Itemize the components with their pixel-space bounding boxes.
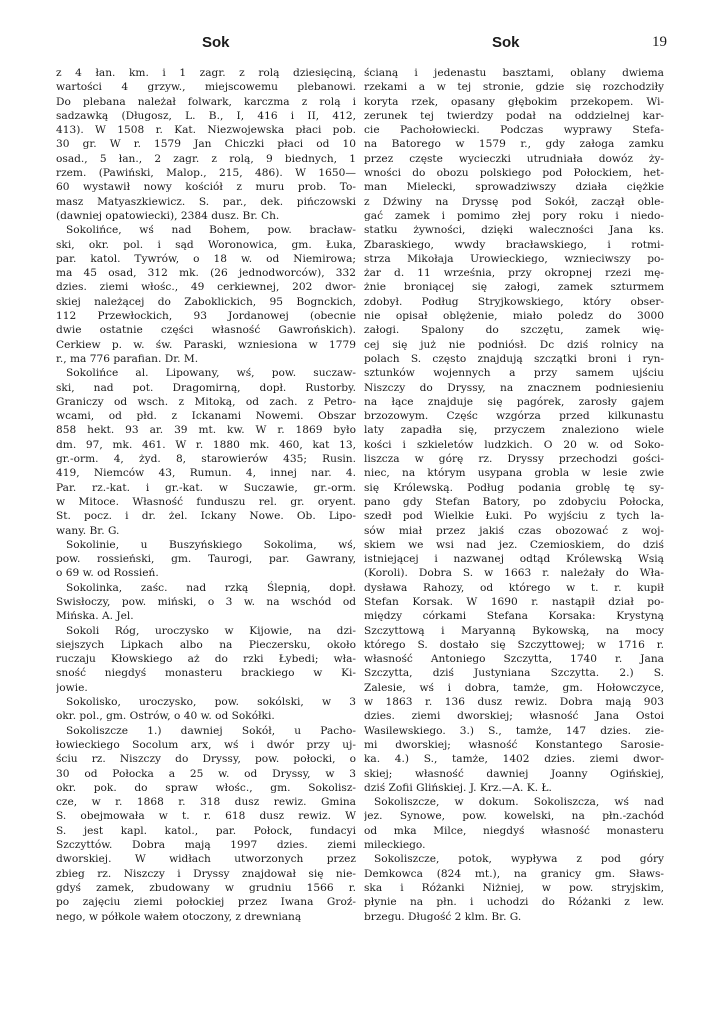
text-line: szedł pod Wielkie Łuki. Po wyjściu z tych la- [364,510,664,523]
text-line: przez częste wycieczki utrudniała dowóz ży- [364,152,664,165]
text-line: kości i szkieletów ludzkich. O 20 w. od Soko- [364,438,664,451]
text-line: brzegu. Długość 2 klm. Br. G. [364,910,522,923]
text-line: dzies. ziemi włośc., 49 cerkiewnej, 202 dwor- [56,281,356,294]
text-line: zerunek tej twierdzy podał na oddzielnej kar- [364,109,664,122]
text-line: Zbaraskiego, wwdy bracławskiego, i rotmi- [364,238,664,251]
text-line: cej się już nie podniósł. Dc dziś rolnicy na [364,338,664,351]
text-line: 419, Niemców 43, Rumun. 4, innej nar. 4. [56,467,356,480]
text-line: z 4 łan. km. i 1 zagr. z rolą dziesięciną, [56,67,356,79]
text-line: 30 gr. W r. 1579 Jan Chiczki płaci od 10 [56,138,356,151]
text-line: ska i Różanki Niżniej, w pow. stryjskim, [364,881,664,894]
text-line: liszcza w górę rz. Dryssy przechodzi gości- [364,453,664,466]
text-line: Sokoliszcze 1.) dawniej Sokół, u Pacho- [66,724,356,737]
text-line: po zajęciu ziemi połockiej przez Iwana Groź- [56,896,356,909]
text-line: dm. 97, mk. 461. W r. 1880 mk. 460, kat 13, [56,438,356,451]
text-line: się Królewską. Podług podania groblę tę sy- [364,481,664,494]
text-line: w Mitoce. Własność funduszu rel. gr. oryent. [56,495,356,508]
text-line: 413). W 1508 r. Kat. Niezwojewska płaci pob. [56,124,356,137]
text-line: zbieg rz. Niszczy i Dryssy znajdował się nie- [56,867,356,880]
text-line: Graniczy od wsch. z Mitoką, od zach. z Petro- [56,395,356,408]
text-line: wcami, od płd. z Ickanami Nowemi. Obszar [56,410,356,423]
text-line: Sokoliszcze, w dokum. Sokoliszcza, wś nad [374,796,664,809]
text-line: Sokolinka, zaśc. nad rzką Ślepnią, dopł. [66,581,356,594]
text-line: Sokolińce, wś nad Bohem, pow. bracław- [66,224,356,237]
text-line: gać zamek i pomimo złej pory roku i niedo- [364,209,664,222]
running-head-left: Sok [202,34,230,51]
text-line: Szczyttów. Dobra mają 1997 dzies. ziemi [56,839,356,852]
text-line: sadzawką (Długosz, L. B., I, 416 i II, 412, [56,109,356,122]
text-line: cze, w r. 1868 r. 318 dusz rewiz. Gmina [56,796,356,809]
text-line: Stefan Korsak. W 1690 r. nastąpił dział po- [364,595,664,608]
text-line: wartości 4 grzyw., miejscowemu plebanowi. [56,81,356,94]
text-line: mileckiego. [364,839,426,852]
text-line: S. jest kapl. katol., par. Połock, fundacyi [56,824,356,837]
text-line: żar d. 11 września, przy okropnej rzezi mę- [364,267,664,280]
text-line: sów miał przez jakiś czas obozować z woj- [364,524,664,537]
text-line: istniejącej i nazwanej odtąd Królewską Wsią [364,553,664,566]
text-line: Zalesie, wś i dobra, tamże, gm. Hołowczyce, [364,681,664,694]
text-line: własność Antoniego Szczytta, 1740 r. Jana [364,653,664,666]
text-line: pow. rossieński, gm. Taurogi, par. Gawrany, [56,553,356,566]
text-line: od mka Milce, niegdyś własność monasteru [364,824,664,837]
text-line: ściu rz. Niszczy do Dryssy, pow. połocki, o [56,753,356,766]
text-line: załogi. Spalony do szczętu, zamek wię- [364,324,664,337]
text-line: łowieckiego Socolum arx, wś i dwór przy uj- [56,738,356,751]
running-head-right: Sok [492,34,520,51]
text-line: rzekami a w tej stronie, gdzie się rozchodziły [364,81,664,94]
text-line: dziś Zofii Glińskiej. J. Krz.—A. K. Ł. [364,781,552,794]
text-line: płynie na płn. i uchodzi do Różanki z lew. [364,896,664,909]
text-line: ka. 4.) S., tamże, 1402 dzies. ziemi dwor- [364,753,664,766]
text-line: nego, w półkole wałem otoczony, z drewnianą [56,910,302,923]
text-line: masz Matyaszkiewicz. S. par., dek. pińczowski [56,195,356,208]
text-line: którego S. dostało się Szczyttowej; w 1716 r. [364,638,664,651]
text-line: sność niegdyś monasteru brackiego w Ki- [56,667,356,680]
text-line: żnie broniącej się załogi, zamek szturmem [364,281,664,294]
text-line: okr. pok. do spraw włośc., gm. Sokolisz- [56,781,356,794]
text-line: pano gdy Stefan Batory, po zdobyciu Połocka, [364,495,664,508]
text-line: statku żywności, dzięki waleczności Jana ks. [364,224,664,237]
text-line: ścianą i jedenastu basztami, oblany dwiema [364,67,664,79]
text-line: na łące znajduje się pagórek, zarosły gajem [364,395,664,408]
text-line: Sokolisko, uroczysko, pow. sokólski, w 3 [66,696,356,709]
text-line: dzies. ziemi dworskiej; własność Jana Ostoi [364,710,664,723]
text-line: skiej; własność dawniej Joanny Ogińskiej, [364,767,664,780]
text-line: dwie ostatnie części własność Gawrońskich). [56,324,356,337]
text-column-left [56,66,356,924]
text-line: Demkowca (824 mt.), na granicy gm. Sławs- [364,867,664,880]
text-line: strza Mikołaja Urowieckiego, wznieciwszy po- [364,252,664,265]
page-number: 19 [652,34,667,50]
text-line: dysława Rahozy, od którego w t. r. kupił [364,581,664,594]
text-line: sztunków wojennych a przy samem ujściu [364,367,664,380]
text-line: ruczaju Kłowskiego aż do rzki Łybedi; wła- [56,653,356,666]
text-column-right [364,66,664,924]
text-line: mi dworskiej; własność Konstantego Sarosie- [364,738,664,751]
text-line: Do plebana należał folwark, karczma z rolą i [56,95,356,108]
text-line: Sokoliszcze, potok, wypływa z pod góry [374,853,664,866]
text-line: koryta rzek, opasany głębokim przekopem. Wi- [364,95,664,108]
text-line: okr. pol., gm. Ostrów, o 40 w. od Sokółki. [56,710,275,723]
text-line: Swisłoczy, pow. miński, o 3 w. na wschód od [56,595,356,608]
text-line: nie opisał oblężenie, miało poledz do 3000 [364,310,664,323]
text-line: wany. Br. G. [56,524,120,537]
text-line: (dawniej opatowiecki), 2384 dusz. Br. Ch. [56,209,280,222]
text-line: laty zapadła się, przyczem znaleziono wiele [364,424,664,437]
text-line: o 69 w. od Rossień. [56,567,159,580]
text-line: Mińska. A. Jel. [56,610,134,623]
text-line: 858 hekt. 93 ar. 39 mt. kw. W r. 1869 było [56,424,356,437]
text-line: 30 od Połocka a 25 w. od Dryssy, w 3 [56,767,356,780]
text-line: wności do obozu polskiego pod Połockiem, het- [364,167,664,180]
text-line: ma 45 osad, 312 mk. (26 jednodworców), 332 [56,267,356,280]
text-line: gr.-orm. 4, żyd. 8, starowierów 435; Rusin. [56,453,356,466]
text-line: rzem. (Pawiński, Malop., 215, 486). W 1650— [56,167,356,180]
text-line: Sokolińce al. Lipowany, wś, pow. suczaw- [66,367,356,380]
text-line: ski, nad pot. Dragomirną, dopł. Rustorby. [56,381,356,394]
text-line: skiej należącej do Zaboklickich, 95 Bognckich, [56,295,356,308]
text-line: cie Pachołowiecki. Podczas wyprawy Stefa- [364,124,664,137]
text-line: zdobył. Podług Stryjkowskiego, który obser- [364,295,664,308]
text-line: siejszych Lipkach albo na Pieczersku, około [56,638,356,651]
text-line: gdyś zamek, zbudowany w grudniu 1566 r. [56,881,356,894]
text-line: brzozowym. Częśc wzgórza przed kilkunastu [364,410,664,423]
text-line: S. obejmowała w t. r. 618 dusz rewiz. W [56,810,356,823]
text-line: osad., 5 łan., 2 zagr. z rolą, 9 biednych, 1 [56,152,356,165]
text-line: w 1863 r. 136 dusz rewiz. Dobra mają 903 [364,696,664,709]
text-line: niec, na którym usypana grobla w lesie zwie [364,467,664,480]
text-line: man Mielecki, sprowadziwszy działa ciężkie [364,181,664,194]
text-line: St. pocz. i dr. żel. Ickany Nowe. Ob. Lipo- [56,510,356,523]
text-line: Sokolinie, u Buszyńskiego Sokolima, wś, [66,538,356,551]
text-line: skiem we wsi nad jez. Czemioskiem, do dziś [364,538,664,551]
text-line: na Batorego w 1579 r., gdy załoga zamku [364,138,664,151]
text-line: między córkami Stefana Korsaka: Krystyną [364,610,664,623]
text-line: Cerkiew p. w. św. Paraski, wzniesiona w 1779 [56,338,356,351]
text-line: par. katol. Tywrów, o 18 w. od Niemirowa; [56,252,356,265]
text-line: ski, okr. pol. i sąd Woronowica, gm. Łuka, [56,238,356,251]
text-line: jowie. [56,681,88,694]
text-line: z Dźwiny na Dryssę pod Sokół, zaczął oble- [364,195,664,208]
text-line: Niszczy do Dryssy, na znacznem podniesieniu [364,381,664,394]
text-line: jez. Synowe, pow. kowelski, na płn.-zachód [364,810,664,823]
text-line: Par. rz.-kat. i gr.-kat. w Suczawie, gr.-orm. [56,481,356,494]
text-line: dworskiej. W widłach utworzonych przez [56,853,356,866]
text-line: 112 Przewłockich, 93 Jordanowej (obecnie [56,310,356,323]
text-line: 60 wystawił nowy kościół z muru prob. To- [56,181,356,194]
text-line: Szczyttową i Maryanną Bykowską, na mocy [364,624,664,637]
text-line: Sokoli Róg, uroczysko w Kijowie, na dzi- [66,624,356,637]
text-line: Wasilewskiego. 3.) S., tamże, 147 dzies. zie- [364,724,664,737]
text-line: (Koroli). Dobra S. w 1663 r. należały do Wła- [364,567,664,580]
text-line: polach S. często znajdują szczątki broni i ryn- [364,352,664,365]
text-line: Szczytta, dziś Justyniana Szczytta. 2.) S. [364,667,664,680]
text-line: r., ma 776 parafian. Dr. M. [56,352,199,365]
